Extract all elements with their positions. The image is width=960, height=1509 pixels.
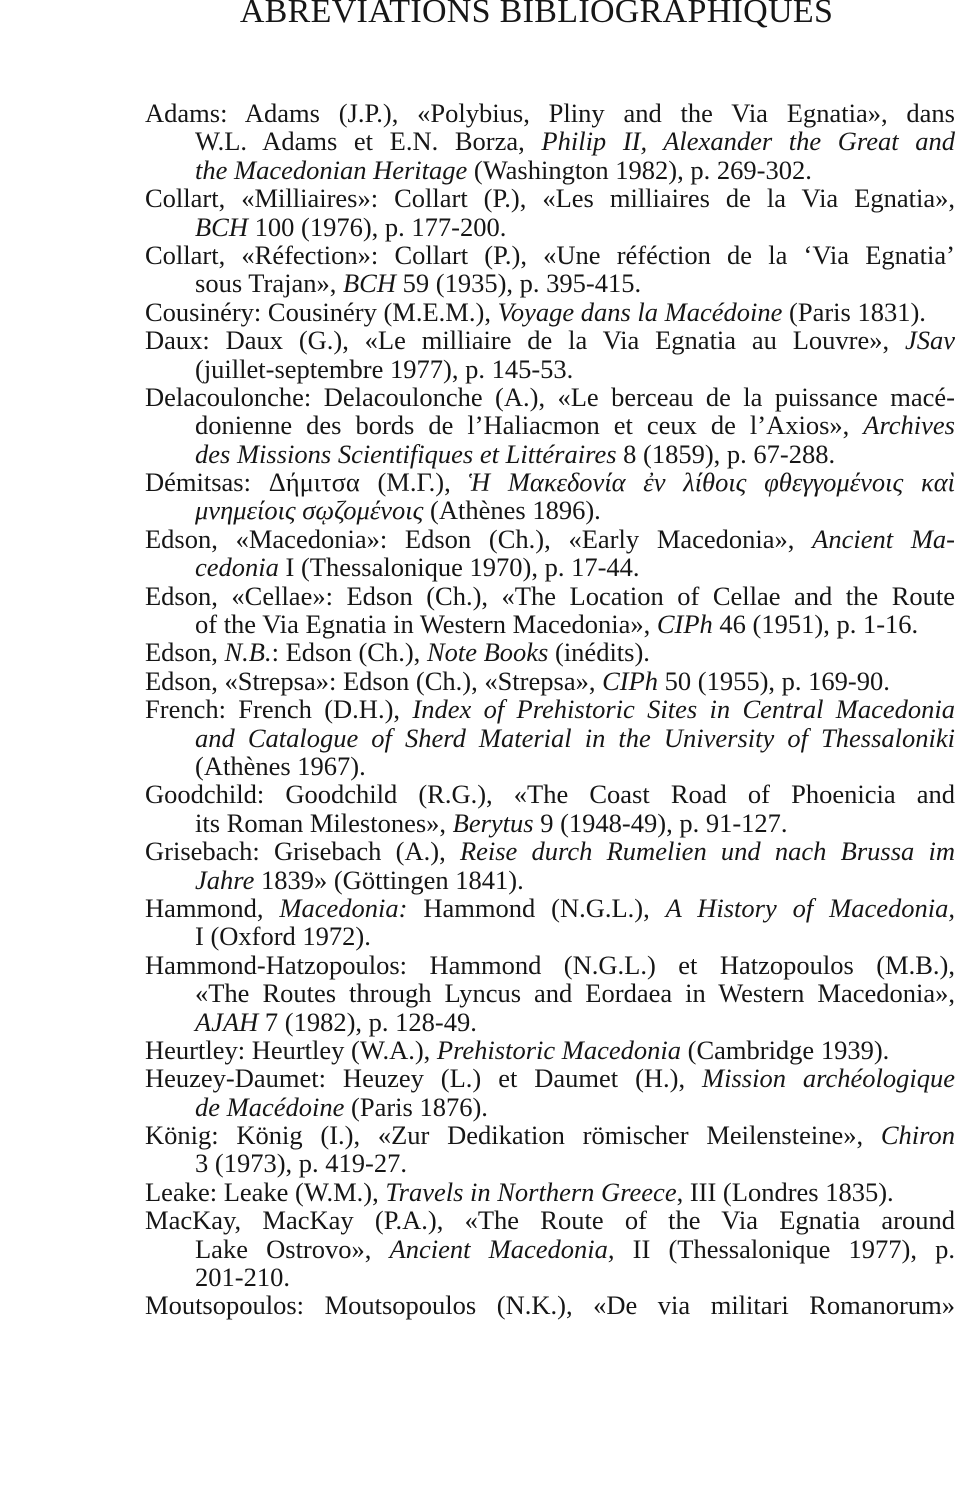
citation-text: I (Oxford 1972). <box>195 921 371 952</box>
citation-text: König: König (I.), «Zur Dedikation römischer Meilensteine», <box>145 1120 881 1151</box>
citation-text: (Cambridge 1939). <box>681 1034 890 1065</box>
bibliography-entry <box>145 1206 955 1291</box>
citation-text: (Athènes 1896). <box>423 495 601 526</box>
bibliography-list <box>145 99 955 1320</box>
citation-text: Démitsas: Δήμιτσα (Μ.Γ.), <box>145 467 469 498</box>
work-title: the Macedonian Heritage <box>195 154 468 185</box>
work-title: Travels in Northern Greece <box>385 1176 677 1207</box>
citation-text: 7 (1982), p. 128-49. <box>258 1006 477 1037</box>
citation-text: Grisebach: Grisebach (A.), <box>145 836 460 867</box>
entry-line <box>145 383 955 411</box>
bibliography-entry <box>145 780 955 837</box>
bibliography-entry <box>145 326 955 383</box>
citation-text: Delacoulonche: Delacoulonche (A.), «Le berceau de la puissance macé- <box>145 381 955 412</box>
citation-text: (Athènes 1967). <box>195 750 366 781</box>
work-title: cedonia <box>195 552 279 583</box>
work-title: Archives <box>863 410 955 441</box>
bibliography-entry <box>145 667 955 695</box>
bibliography-entry <box>145 1291 955 1319</box>
bibliography-entry <box>145 468 955 525</box>
citation-text: 100 (1976), p. 177-200. <box>248 211 507 242</box>
work-title: Philip II, Alexander the Great and <box>541 126 956 157</box>
entry-line <box>145 355 955 383</box>
bibliography-entry <box>145 1178 955 1206</box>
entry-line <box>145 411 955 439</box>
citation-text: , III (Londres 1835). <box>676 1176 894 1207</box>
citation-text: 9 (1948-49), p. 91-127. <box>533 807 788 838</box>
citation-text: French: French (D.H.), <box>145 694 413 725</box>
work-title: Index of Prehistoric Sites in Central Macedonia <box>412 694 955 725</box>
bibliography-entry <box>145 1064 955 1121</box>
citation-text: Edson, «Cellae»: Edson (Ch.), «The Location of Cellae and the Route <box>145 580 955 611</box>
citation-text: (juillet-septembre 1977), p. 145-53. <box>195 353 574 384</box>
entry-line <box>145 156 955 184</box>
bibliography-entry <box>145 99 955 184</box>
entry-line <box>145 99 955 127</box>
work-title: Note Books <box>426 637 549 668</box>
entry-line <box>145 269 955 297</box>
citation-text: Leake: Leake (W.M.), <box>145 1176 386 1207</box>
entry-line <box>145 468 955 496</box>
bibliography-entry <box>145 582 955 639</box>
entry-line <box>145 1036 955 1064</box>
citation-text: W.L. Adams et E.N. Borza, <box>195 126 542 157</box>
citation-text: Adams: Adams (J.P.), «Polybius, Pliny and the Via Egnatia», dans <box>145 98 955 128</box>
citation-text: I (Thessalonique 1970), p. 17-44. <box>278 552 640 583</box>
work-title: de Macédoine <box>195 1091 345 1122</box>
entry-line <box>145 724 955 752</box>
citation-text: Collart, «Réfection»: Collart (P.), «Une réféction de la ‘Via Egnatia’ <box>145 239 955 270</box>
entry-line <box>145 1093 955 1121</box>
citation-text: (Paris 1876). <box>344 1091 488 1122</box>
entry-line <box>145 866 955 894</box>
entry-line <box>145 809 955 837</box>
entry-line <box>145 326 955 354</box>
citation-text: 50 (1955), p. 169-90. <box>658 665 890 696</box>
citation-text: «The Routes through Lyncus and Eordaea in Western Macedonia», <box>195 978 955 1009</box>
citation-text: Hammond-Hatzopoulos: Hammond (N.G.L.) et Hatzopoulos (M.B.), <box>145 949 955 980</box>
work-title: A History of Macedonia, <box>665 892 955 923</box>
bibliography-entry <box>145 1036 955 1064</box>
work-title: BCH <box>195 211 248 242</box>
citation-text: sous Trajan», <box>195 268 343 299</box>
bibliography-entry <box>145 241 955 298</box>
entry-line <box>145 610 955 638</box>
citation-text: Edson, «Macedonia»: Edson (Ch.), «Early Macedonia», <box>145 523 813 554</box>
entry-line <box>145 638 955 666</box>
citation-text: Hammond (N.G.L.), <box>407 892 666 923</box>
bibliography-entry <box>145 638 955 666</box>
work-title: BCH <box>343 268 396 299</box>
citation-text: its Roman Milestones», <box>195 807 453 838</box>
entry-line <box>145 1178 955 1206</box>
entry-line <box>145 1121 955 1149</box>
bibliography-entry <box>145 695 955 780</box>
entry-line <box>145 127 955 155</box>
citation-text: Daux: Daux (G.), «Le milliaire de la Via Egnatia au Louvre», <box>145 325 905 356</box>
citation-text: MacKay, MacKay (P.A.), «The Route of the Via Egnatia around <box>145 1205 955 1236</box>
work-title: Jahre <box>195 864 255 895</box>
bibliography-entry <box>145 525 955 582</box>
entry-line <box>145 837 955 865</box>
work-title: Ancient Macedonia, <box>389 1233 615 1264</box>
citation-text: Moutsopoulos: Moutsopoulos (N.K.), «De via militari Romanorum» <box>145 1290 955 1321</box>
entry-line <box>145 1149 955 1177</box>
entry-line <box>145 298 955 326</box>
work-title: CIPh <box>602 665 659 696</box>
entry-line <box>145 695 955 723</box>
entry-line <box>145 1291 955 1319</box>
entry-line <box>145 525 955 553</box>
work-title: and Catalogue of Sherd Material in the University of Thessaloniki <box>195 722 955 753</box>
entry-line <box>145 752 955 780</box>
citation-text: 3 (1973), p. 419-27. <box>195 1148 407 1179</box>
work-title: Voyage dans la Macédoine <box>497 296 783 327</box>
work-title: Ἡ Μακεδονία ἐν λίθοις φθεγγομένοις καὶ <box>468 467 955 498</box>
work-title: Ancient Ma- <box>812 523 955 554</box>
entry-line <box>145 440 955 468</box>
page-title: ABREVIATIONS BIBLIOGRAPHIQUES <box>239 0 834 30</box>
work-title: Chiron <box>880 1120 955 1151</box>
bibliography-entry <box>145 383 955 468</box>
work-title: Reise durch Rumelien und nach Brussa im <box>459 836 955 867</box>
entry-line <box>145 951 955 979</box>
entry-line <box>145 667 955 695</box>
work-title: Mission archéologique <box>702 1063 955 1094</box>
work-title: CIPh <box>656 609 713 640</box>
work-title: JSav <box>904 325 955 356</box>
citation-text: 1839» (Göttingen 1841). <box>254 864 524 895</box>
citation-text: : Edson (Ch.), <box>271 637 427 668</box>
work-title: Berytus <box>452 807 534 838</box>
work-title: N.B. <box>224 637 272 668</box>
citation-text: Heurtley: Heurtley (W.A.), <box>145 1034 437 1065</box>
citation-text: Edson, «Strepsa»: Edson (Ch.), «Strepsa», <box>145 665 603 696</box>
citation-text: Cousinéry: Cousinéry (M.E.M.), <box>145 296 498 327</box>
bibliography-entry <box>145 837 955 894</box>
entry-line <box>145 213 955 241</box>
citation-text: Goodchild: Goodchild (R.G.), «The Coast Road of Phoenicia and <box>145 779 955 810</box>
citation-text: Heuzey-Daumet: Heuzey (L.) et Daumet (H.), <box>145 1063 703 1094</box>
citation-text: 59 (1935), p. 395-415. <box>396 268 642 299</box>
entry-line <box>145 922 955 950</box>
entry-line <box>145 1235 955 1263</box>
work-title: AJAH <box>195 1006 259 1037</box>
work-title: μνημείοις σῳζομένοις <box>195 495 424 526</box>
citation-text: 8 (1859), p. 67-288. <box>616 438 836 469</box>
bibliography-entry <box>145 951 955 1036</box>
entry-line <box>145 241 955 269</box>
citation-text: (Paris 1831). <box>782 296 926 327</box>
bibliography-entry <box>145 184 955 241</box>
bibliography-entry <box>145 1121 955 1178</box>
citation-text: (inédits). <box>548 637 650 668</box>
entry-line <box>145 894 955 922</box>
citation-text: 201-210. <box>195 1262 290 1293</box>
entry-line <box>145 979 955 1007</box>
citation-text: II (Thessalonique 1977), p. <box>614 1233 955 1264</box>
entry-line <box>145 553 955 581</box>
entry-line <box>145 780 955 808</box>
bibliography-entry <box>145 894 955 951</box>
citation-text: Hammond, <box>145 892 280 923</box>
entry-line <box>145 1008 955 1036</box>
citation-text: 46 (1951), p. 1-16. <box>712 609 919 640</box>
entry-line <box>145 582 955 610</box>
work-title: Macedonia: <box>279 892 408 923</box>
work-title: des Missions Scientifiques et Littéraires <box>195 438 617 469</box>
citation-text: of the Via Egnatia in Western Macedonia», <box>195 609 657 640</box>
bibliography-entry <box>145 298 955 326</box>
entry-line <box>145 1064 955 1092</box>
citation-text: Lake Ostrovo», <box>195 1233 390 1264</box>
entry-line <box>145 496 955 524</box>
citation-text: (Washington 1982), p. 269-302. <box>467 154 812 185</box>
citation-text: donienne des bords de l’Haliacmon et ceux de l’Axios», <box>195 410 864 441</box>
citation-text: Collart, «Milliaires»: Collart (P.), «Les milliaires de la Via Egnatia», <box>145 183 955 214</box>
citation-text: Edson, <box>145 637 225 668</box>
entry-line <box>145 1206 955 1234</box>
work-title: Prehistoric Macedonia <box>436 1034 681 1065</box>
entry-line <box>145 1263 955 1291</box>
entry-line <box>145 184 955 212</box>
